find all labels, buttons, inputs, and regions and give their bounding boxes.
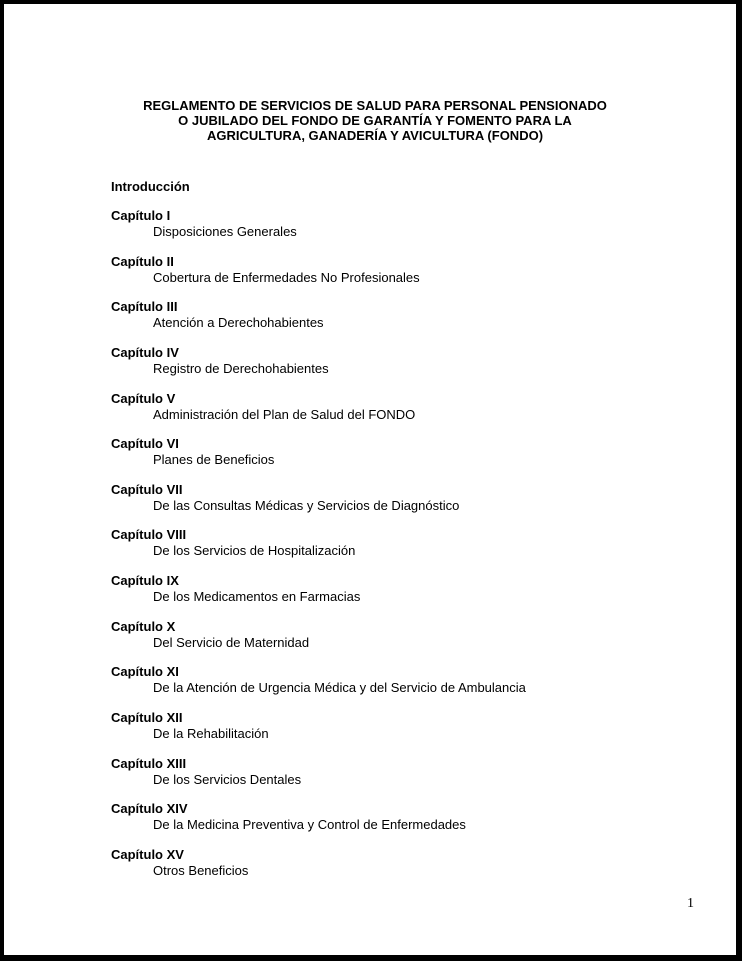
- intro-heading: Introducción: [111, 179, 190, 194]
- chapter-entry: [111, 801, 671, 847]
- chapter-label: Capítulo III: [111, 299, 178, 315]
- chapter-title: Atención a Derechohabientes: [153, 315, 324, 331]
- title-line: AGRICULTURA, GANADERÍA Y AVICULTURA (FONDO): [206, 128, 544, 143]
- chapter-title: De los Servicios de Hospitalización: [153, 543, 356, 559]
- chapter-title: De las Consultas Médicas y Servicios de Diagnóstico: [153, 497, 460, 513]
- chapter-entry: [111, 527, 671, 573]
- chapter-label: Capítulo VI: [111, 436, 179, 452]
- chapter-entry: [111, 756, 671, 802]
- chapter-label: Capítulo XIV: [111, 801, 188, 817]
- chapter-title: Planes de Beneficios: [153, 452, 275, 468]
- chapter-title: Cobertura de Enfermedades No Profesionales: [153, 269, 420, 285]
- chapter-entry: [111, 299, 671, 345]
- chapter-label: Capítulo II: [111, 253, 174, 269]
- chapter-label: Capítulo IV: [111, 344, 179, 360]
- chapter-label: Capítulo XI: [111, 664, 179, 680]
- chapter-title: Disposiciones Generales: [153, 224, 297, 239]
- title-line: REGLAMENTO DE SERVICIOS DE SALUD PARA PERSONAL PENSIONADO: [143, 98, 607, 113]
- chapter-entry: [111, 345, 671, 391]
- chapter-label: Capítulo XII: [111, 709, 183, 725]
- chapter-title: De los Medicamentos en Farmacias: [153, 589, 361, 604]
- chapter-entry: [111, 573, 671, 619]
- chapter-entry: [111, 436, 671, 482]
- page-number: 1: [687, 896, 694, 911]
- chapter-label: Capítulo X: [111, 618, 176, 634]
- chapter-title: De la Medicina Preventiva y Control de Enfermedades: [153, 817, 466, 833]
- chapter-title: Del Servicio de Maternidad: [153, 634, 310, 650]
- chapter-title: De la Atención de Urgencia Médica y del Servicio de Ambulancia: [153, 680, 526, 696]
- document-title: [4, 98, 742, 143]
- chapter-label: Capítulo XV: [111, 846, 184, 862]
- chapter-title: Administración del Plan de Salud del FONDO: [153, 406, 416, 422]
- chapter-label: Capítulo I: [111, 208, 171, 223]
- chapter-label: Capítulo VIII: [111, 527, 187, 543]
- chapter-entry: [111, 482, 671, 528]
- chapter-title: Registro de Derechohabientes: [153, 360, 329, 376]
- chapter-entry: [111, 208, 671, 254]
- chapter-entry: [111, 619, 671, 665]
- chapter-entry: [111, 710, 671, 756]
- chapter-entry: [111, 847, 671, 893]
- table-of-contents: [111, 208, 671, 892]
- chapter-entry: [111, 254, 671, 300]
- chapter-title: De la Rehabilitación: [153, 725, 269, 741]
- chapter-title: De los Servicios Dentales: [153, 771, 302, 787]
- chapter-entry: [111, 391, 671, 437]
- chapter-title: Otros Beneficios: [153, 862, 249, 878]
- chapter-label: Capítulo IX: [111, 573, 179, 588]
- chapter-label: Capítulo VII: [111, 481, 183, 497]
- title-line: O JUBILADO DEL FONDO DE GARANTÍA Y FOMENTO PARA LA: [178, 113, 572, 128]
- chapter-entry: [111, 664, 671, 710]
- chapter-label: Capítulo V: [111, 390, 176, 406]
- chapter-label: Capítulo XIII: [111, 755, 187, 771]
